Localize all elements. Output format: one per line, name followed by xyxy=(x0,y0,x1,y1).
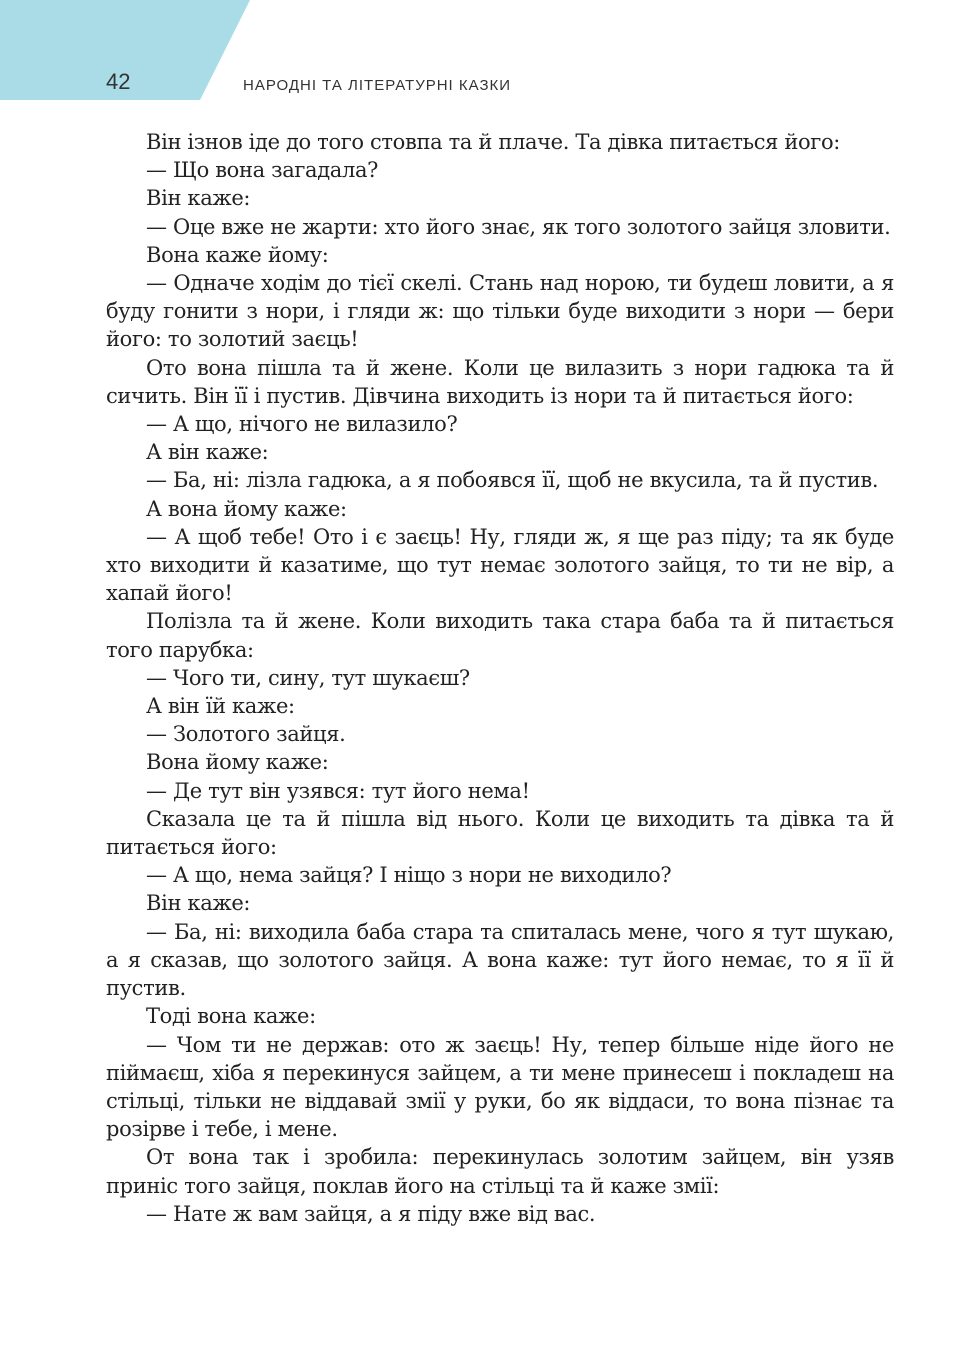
paragraph: А вона йому каже: xyxy=(146,496,347,521)
paragraph: А він їй каже: xyxy=(146,694,295,719)
paragraph: — А що, нічого не вилазило? xyxy=(146,412,458,437)
paragraph: — Ба, ні: лізла гадюка, а я побоявся її, щоб не вкусила, та й пустив. xyxy=(146,468,879,493)
paragraph: От вона так і зробила: перекинулась золотим зайцем, він узяв приніс того зайця, поклав його на стільці та й каже змії: xyxy=(106,1145,894,1198)
paragraph: Ото вона пішла та й жене. Коли це вилазить з нори гадюка та й сичить. Він її і пустив. Дівчина виходить із нори та й питається його: xyxy=(106,355,894,408)
paragraph: — Чом ти не держав: ото ж заєць! Ну, тепер більше ніде його не піймаєш, хіба я перекинуся зайцем, а ти мене принесеш і покладеш на стільці, тільки не віддавай змії у руки, бо як віддаси, то вона пізнає та розірве і тебе, і мене. xyxy=(106,1032,894,1142)
paragraph: — Оце вже не жарти: хто його знає, як того золотого зайця зловити. xyxy=(146,214,891,239)
paragraph: — Де тут він узявся: тут його нема! xyxy=(146,778,530,803)
paragraph: Полізла та й жене. Коли виходить така стара баба та й питається того парубка: xyxy=(106,609,894,662)
story-text xyxy=(106,128,894,1228)
paragraph: Він каже: xyxy=(146,891,251,916)
paragraph: — Чого ти, сину, тут шукаєш? xyxy=(146,665,470,690)
paragraph: Він ізнов іде до того стовпа та й плаче. Та дівка питається його: xyxy=(146,130,840,154)
section-title: НАРОДНІ ТА ЛІТЕРАТУРНІ КАЗКИ xyxy=(243,77,512,94)
paragraph: — А що, нема зайця? І ніщо з нори не виходило? xyxy=(146,863,672,888)
paragraph: Вона йому каже: xyxy=(146,750,329,775)
page-number: 42 xyxy=(106,69,131,94)
paragraph: — Одначе ходім до тієї скелі. Стань над норою, ти будеш ловити, а я буду гонити з нори, і гляди ж: що тільки буде виходити з нори — бери його: то золотий заєць! xyxy=(106,271,894,352)
paragraph: Вона каже йому: xyxy=(146,242,329,267)
paragraph: Він каже: xyxy=(146,186,251,211)
paragraph: А він каже: xyxy=(146,440,269,465)
paragraph: — А щоб тебе! Ото і є заєць! Ну, гляди ж, я ще раз піду; та як буде хто виходити й казатиме, що тут немає золотого зайця, то ти не вір, а хапай його! xyxy=(106,524,894,606)
paragraph: Сказала це та й пішла від нього. Коли це виходить та дівка та й питається його: xyxy=(106,806,894,860)
paragraph: — Що вона загадала? xyxy=(146,158,379,183)
paragraph: Тоді вона каже: xyxy=(146,1004,316,1029)
paragraph: — Ба, ні: виходила баба стара та спиталась мене, чого я тут шукаю, а я сказав, що золотого зайця. А вона каже: тут його немає, то я її й пустив. xyxy=(106,919,894,1001)
paragraph: — Нате ж вам зайця, а я піду вже від вас. xyxy=(146,1201,596,1226)
paragraph: — Золотого зайця. xyxy=(146,722,346,747)
